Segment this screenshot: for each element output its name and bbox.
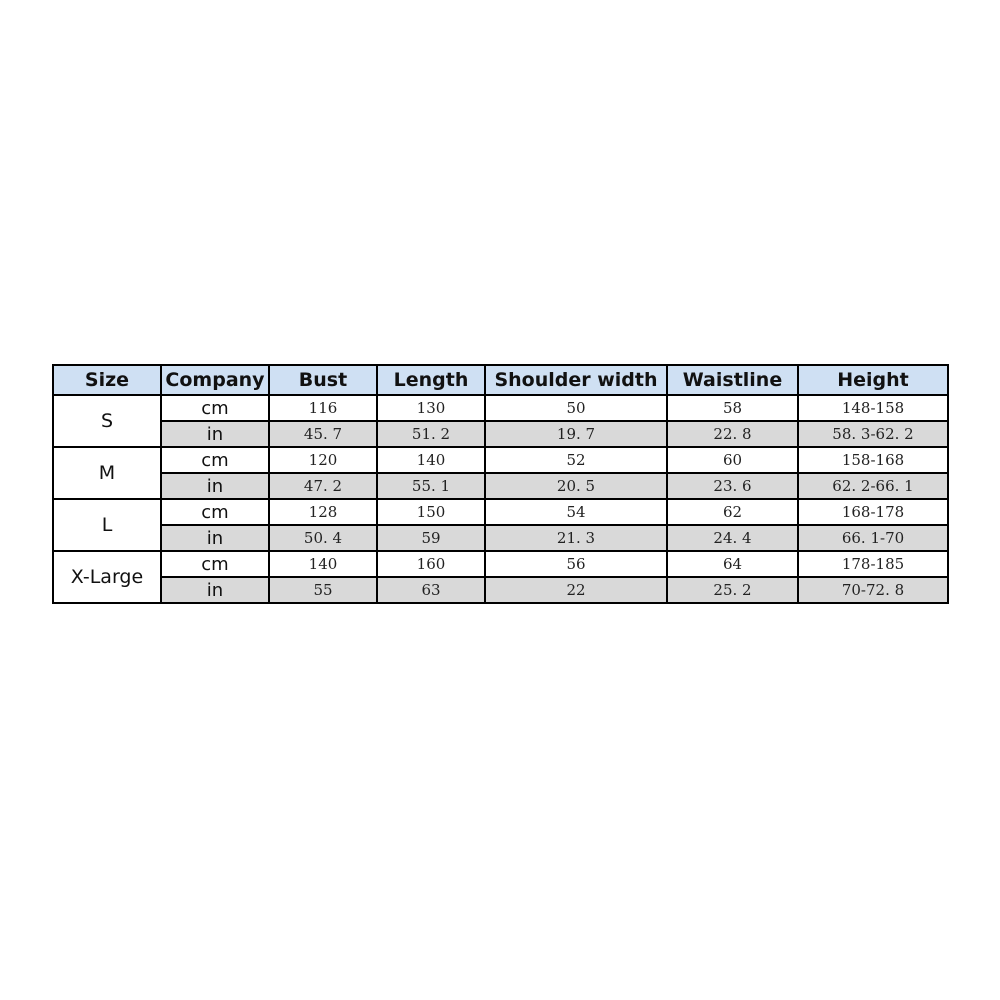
size-label: S [53,395,161,447]
table-row [53,447,948,473]
shoulder-width-value: 21. 3 [485,525,667,551]
unit-label: in [161,473,269,499]
length-value: 59 [377,525,485,551]
header-size: Size [53,365,161,395]
header-height: Height [798,365,948,395]
shoulder-width-value: 54 [485,499,667,525]
length-value: 140 [377,447,485,473]
size-label: X-Large [53,551,161,603]
unit-label: cm [161,447,269,473]
table-row [53,499,948,525]
bust-value: 140 [269,551,377,577]
unit-label: in [161,525,269,551]
unit-label: cm [161,395,269,421]
shoulder-width-value: 20. 5 [485,473,667,499]
length-value: 55. 1 [377,473,485,499]
size-label: L [53,499,161,551]
unit-label: in [161,577,269,603]
height-value: 178-185 [798,551,948,577]
header-shoulder-width: Shoulder width [485,365,667,395]
waistline-value: 62 [667,499,798,525]
waistline-value: 58 [667,395,798,421]
bust-value: 50. 4 [269,525,377,551]
header-length: Length [377,365,485,395]
shoulder-width-value: 22 [485,577,667,603]
shoulder-width-value: 52 [485,447,667,473]
header-waistline: Waistline [667,365,798,395]
waistline-value: 24. 4 [667,525,798,551]
height-value: 66. 1-70 [798,525,948,551]
header-bust: Bust [269,365,377,395]
bust-value: 55 [269,577,377,603]
waistline-value: 23. 6 [667,473,798,499]
waistline-value: 25. 2 [667,577,798,603]
length-value: 150 [377,499,485,525]
length-value: 63 [377,577,485,603]
height-value: 148-158 [798,395,948,421]
unit-label: in [161,421,269,447]
shoulder-width-value: 50 [485,395,667,421]
bust-value: 120 [269,447,377,473]
length-value: 130 [377,395,485,421]
bust-value: 45. 7 [269,421,377,447]
bust-value: 128 [269,499,377,525]
header-row [53,365,948,395]
height-value: 158-168 [798,447,948,473]
length-value: 51. 2 [377,421,485,447]
header-company: Company [161,365,269,395]
unit-label: cm [161,499,269,525]
shoulder-width-value: 19. 7 [485,421,667,447]
bust-value: 47. 2 [269,473,377,499]
size-chart-table [52,364,949,604]
bust-value: 116 [269,395,377,421]
shoulder-width-value: 56 [485,551,667,577]
waistline-value: 64 [667,551,798,577]
height-value: 168-178 [798,499,948,525]
waistline-value: 60 [667,447,798,473]
table-row [53,395,948,421]
height-value: 70-72. 8 [798,577,948,603]
waistline-value: 22. 8 [667,421,798,447]
height-value: 62. 2-66. 1 [798,473,948,499]
table-row [53,421,948,447]
table-row [53,577,948,603]
table-row [53,525,948,551]
table-row [53,473,948,499]
size-label: M [53,447,161,499]
height-value: 58. 3-62. 2 [798,421,948,447]
table-row [53,551,948,577]
unit-label: cm [161,551,269,577]
length-value: 160 [377,551,485,577]
